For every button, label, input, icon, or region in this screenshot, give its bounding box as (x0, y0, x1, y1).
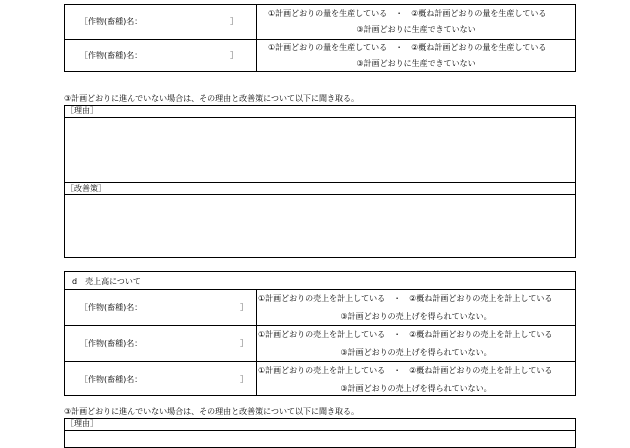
sales-reason-header-line (64, 430, 576, 431)
production-option-line2-2[interactable]: ③計画どおりに生産できていない (356, 59, 476, 68)
sales-crop-field-2[interactable]: ］ (240, 339, 248, 348)
sales-option-line1-2[interactable]: ①計画どおりの売上を計上している ・ ②概ね計画どおりの売上を計上している (258, 330, 553, 339)
production-reason-label: ［理由］ (66, 106, 98, 115)
sales-crop-label-1: ［作物(畜種)名： (80, 303, 143, 312)
sales-crop-label-3: ［作物(畜種)名： (80, 375, 143, 384)
production-improvement-header-line (64, 194, 576, 195)
production-crop-label-2: ［作物(畜種)名： (80, 51, 143, 60)
sales-col-divider (256, 289, 257, 396)
sales-option-line2-3[interactable]: ③計画どおりの売上げを得られていない。 (340, 384, 492, 393)
production-option-line2-1[interactable]: ③計画どおりに生産できていない (356, 25, 476, 34)
sales-reason-box[interactable] (64, 418, 576, 448)
sales-option-line2-2[interactable]: ③計画どおりの売上げを得られていない。 (340, 348, 492, 357)
production-followup-instruction: ③計画どおりに進んでいない場合は、その理由と改善策について以下に聞き取る。 (64, 94, 360, 103)
production-crop-label-1: ［作物(畜種)名： (80, 17, 143, 26)
sales-row-divider-2 (64, 361, 576, 362)
production-crop-field-2[interactable]: ］ (230, 51, 238, 60)
production-option-line1-2[interactable]: ①計画どおりの量を生産している ・ ②概ね計画どおりの量を生産している (268, 43, 547, 52)
production-table-row-divider (64, 39, 576, 40)
production-improvement-label: ［改善策］ (66, 184, 106, 193)
production-improvement-divider (64, 182, 576, 183)
sales-crop-field-3[interactable]: ］ (240, 375, 248, 384)
production-option-line1-1[interactable]: ①計画どおりの量を生産している ・ ②概ね計画どおりの量を生産している (268, 9, 547, 18)
production-crop-field-1[interactable]: ］ (230, 17, 238, 26)
sales-header-line (64, 289, 576, 290)
sales-option-line1-3[interactable]: ①計画どおりの売上を計上している ・ ②概ね計画どおりの売上を計上している (258, 366, 553, 375)
sales-option-line2-1[interactable]: ③計画どおりの売上げを得られていない。 (340, 312, 492, 321)
sales-followup-instruction: ③計画どおりに進んでいない場合は、その理由と改善策について以下に聞き取る。 (64, 407, 360, 416)
sales-crop-label-2: ［作物(畜種)名： (80, 339, 143, 348)
production-reason-header-line (64, 117, 576, 118)
sales-section-title: d 売上高について (72, 277, 141, 286)
sales-option-line1-1[interactable]: ①計画どおりの売上を計上している ・ ②概ね計画どおりの売上を計上している (258, 294, 553, 303)
sales-reason-label: ［理由］ (66, 419, 98, 428)
sales-crop-field-1[interactable]: ］ (240, 303, 248, 312)
sales-row-divider-1 (64, 325, 576, 326)
